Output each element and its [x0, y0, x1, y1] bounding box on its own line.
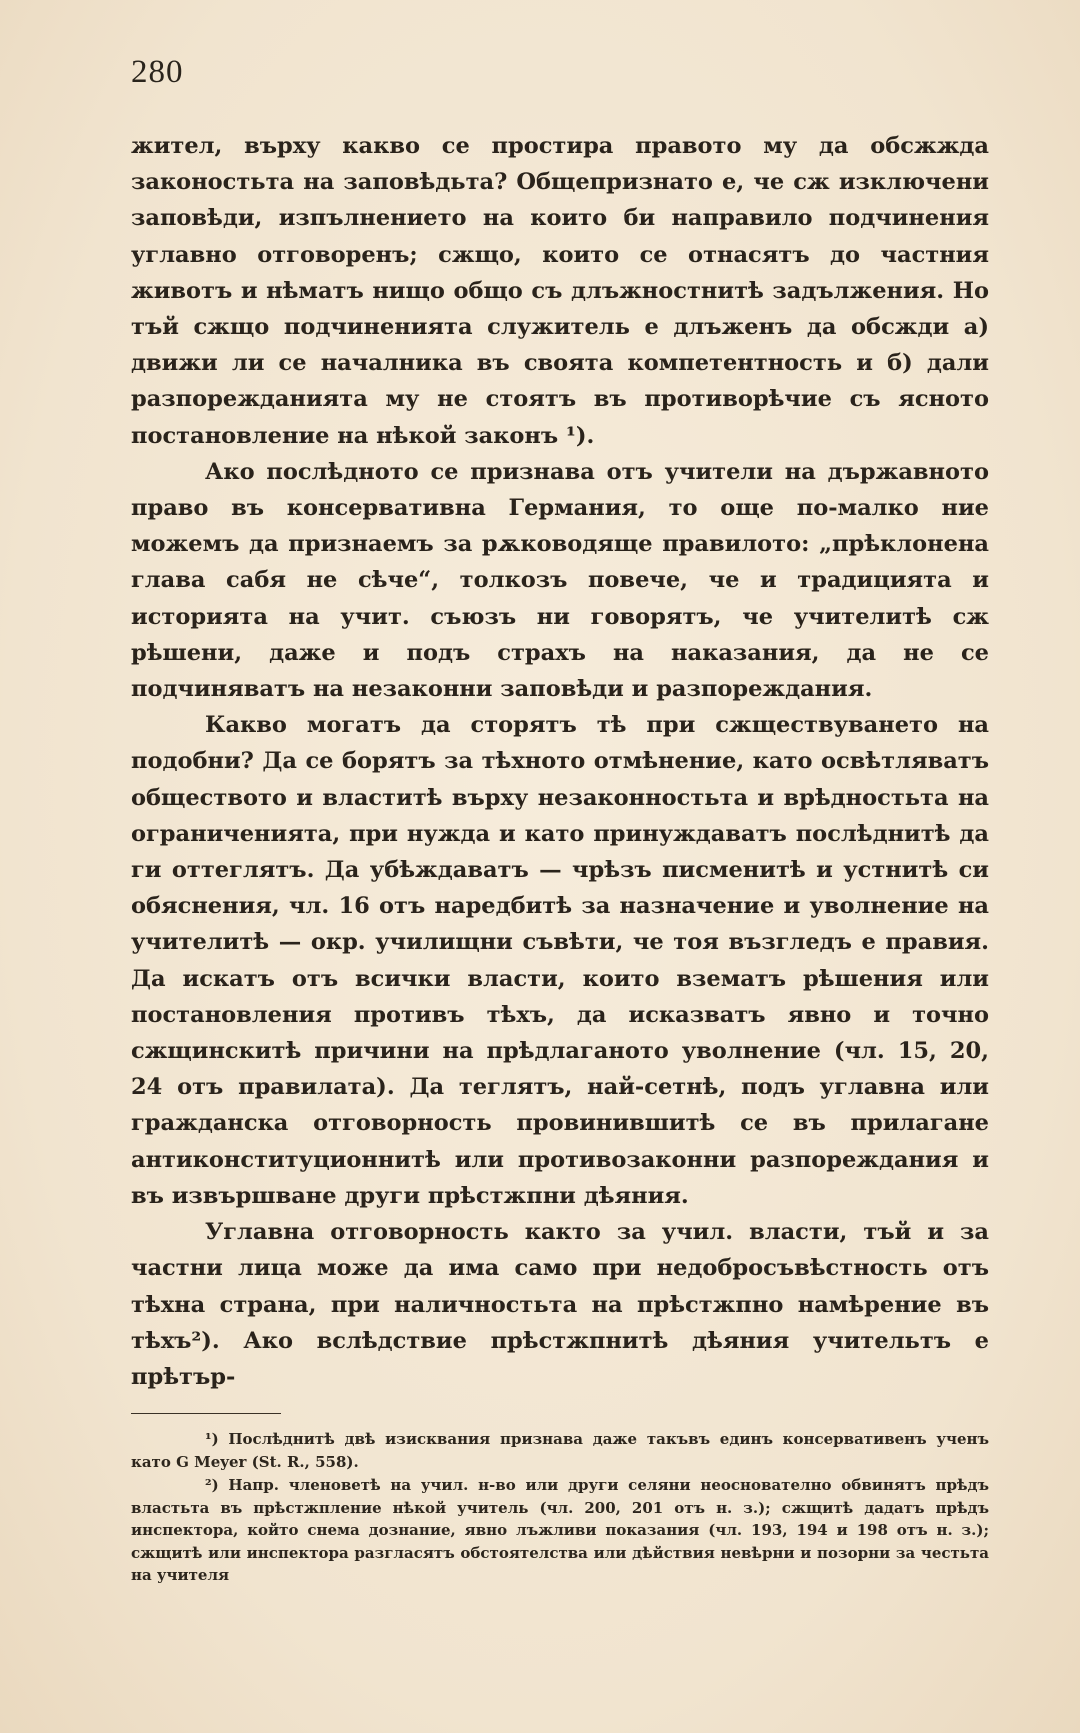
- paragraph-2: Ако послѣдното се признава отъ учители на държавното право въ консервативна Германия, то още по-малко ние можемъ да признаемъ за рѫководяще правилото: „прѣклонена глава сабя не сѣче“, толкозъ повече, че и традицията и историята на учит. съюзъ ни говорятъ, че учителитѣ сж рѣшени, даже и подъ страхъ на наказания, да не се подчиняватъ на незаконни заповѣди и разпореждания.: [131, 458, 989, 703]
- footnote-divider: [131, 1413, 281, 1414]
- paragraph-1: жител, върху какво се простира правото му да обсжжда законостьта на заповѣдьта? Общепризнато е, че сж изключени заповѣди, изпълнението на които би направило подчинения углавно отговоренъ; сжщо, които се отнасятъ до частния животъ и нѣматъ нищо общо съ длъжностнитѣ задължения. Но тъй сжщо подчиненията служитель е длъженъ да обсжди а) движи ли се началника въ своята компетентность и б) дали разпорежданията му не стоятъ въ противорѣчие съ ясното постановление на нѣкой законъ ¹).: [131, 133, 989, 449]
- footnote-2: ²) Напр. членоветѣ на учил. н-во или други селяни неоснователно обвинятъ прѣдъ властьта въ прѣстжпление нѣкой учитель (чл. 200, 201 отъ н. з.); сжщитѣ дадатъ прѣдъ инспектора, който снема дознание, явно лъжливи показания (чл. 193, 194 и 198 отъ н. з.); сжщитѣ или инспектора разгласятъ обстоятелства или дѣйствия невѣрни и позорни за честьта на учителя: [131, 1476, 989, 1584]
- footnotes: [131, 1428, 989, 1587]
- footnote-1: ¹) Послѣднитѣ двѣ изисквания признава даже такъвъ единъ консервативенъ ученъ като G Meyer (St. R., 558).: [131, 1430, 989, 1471]
- page-number: 280: [131, 54, 184, 90]
- main-text: [131, 128, 989, 1395]
- paragraph-3: Какво могатъ да сторятъ тѣ при сжществуването на подобни? Да се борятъ за тѣхното отмѣнение, като освѣтляватъ обществото и властитѣ върху незаконностьта и врѣдностьта на ограниченията, при нужда и като принуждаватъ послѣднитѣ да ги оттеглятъ. Да убѣждаватъ — чрѣзъ писменитѣ и устнитѣ си обяснения, чл. 16 отъ наредбитѣ за назначение и уволнение на учителитѣ — окр. училищни съвѣти, че тоя възгледъ е правия. Да искатъ отъ всички власти, които взематъ рѣшения или постановления противъ тѣхъ, да исказватъ явно и точно сжщинскитѣ причини на прѣдлаганото уволнение (чл. 15, 20, 24 отъ правилата). Да теглятъ, най-сетнѣ, подъ углавна или гражданска отговорность провинившитѣ се въ прилагане антиконституционнитѣ или противозаконни разпореждания и въ извършване други прѣстжпни дѣяния.: [131, 712, 989, 1209]
- paragraph-4: Углавна отговорность както за учил. власти, тъй и за частни лица може да има само при недобросъвѣстность отъ тѣхна страна, при наличностьта на прѣстжпно намѣрение въ тѣхъ²). Ако вслѣдствие прѣстжпнитѣ дѣяния учительтъ е прѣтър-: [131, 1219, 989, 1390]
